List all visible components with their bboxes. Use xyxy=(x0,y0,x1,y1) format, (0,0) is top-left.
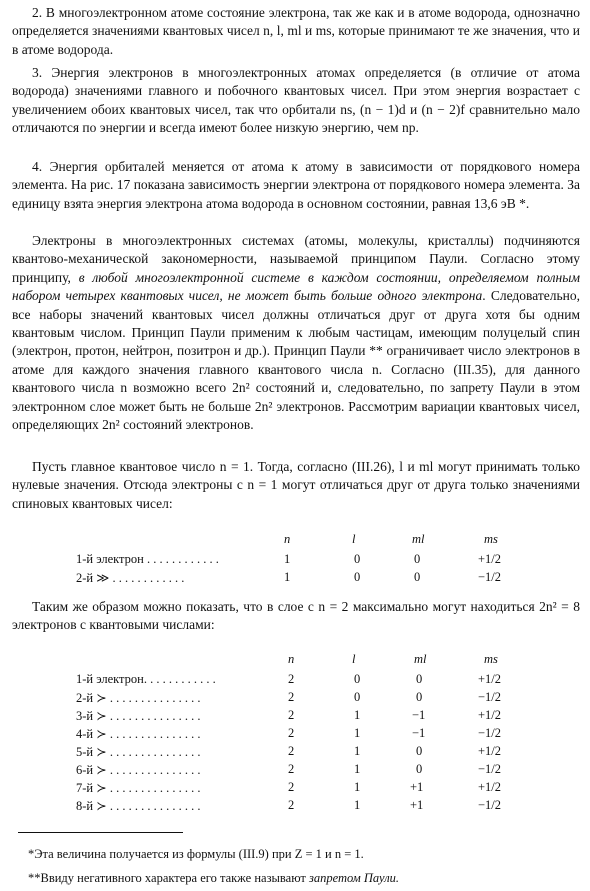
paragraph-2: 2. В многоэлектронном атоме состояние электрона, так же как и в атоме водорода, однозначно определяется значениями квантовых чисел n, l, ml и ms, которые принимают те же значения, что и в атоме водорода. xyxy=(12,5,580,57)
header-ml: ml xyxy=(414,652,427,666)
pauli-text-c: . Следовательно, все наборы значений квантовых чисел должны отличаться друг от друга хотя бы одним квантовым числом. Принцип Паули применим к любым частицам, имеющим полуцелый спин (электрон, протон, нейтрон, позитрон и др.). Принцип Паули ** ограничивает число электронов в атоме для каждого значения главного квантового числа n. Согласно (III.35), для данного квантового числа n возможно всего 2n² состояний и, следовательно, по запрету Паули в этом электронном слое может быть не больше 2n² электронов. Рассмотрим вариации квантовых чисел, определяющих 2n² состояний электронов. xyxy=(12,288,581,433)
header-n: n xyxy=(288,652,295,666)
quantum-table-n1: n l ml ms 1-й электрон . . . . . . . . . . . . 1 0 0 +1/2 2-й ≫ . . . . . . . . . . . . 1 0 0 −1/2 xyxy=(76,532,502,585)
quantum-table-n2: n l ml ms 1-й электрон. . . . . . . . . . . . 2 0 0 +1/2 2-й ≻ . . . . . . . . . . . . . . . 2 0 0 −1/2 3-й ≻ . . . . . . . . . . . . . . . 2 1 −1 +1/2 4-й ≻ . . . . . . . . . . . . . . . 2 1 −1 −1/2 5-й ≻ . . . . . . . . . . . . . . . 2 1 0 +1/2 6-й ≻ . . . . . . . . . . . . . . . 2 1 0 −1/2 7-й ≻ . . . . . . . . . . . . . . . 2 1 +1 +1/2 8-й ≻ . . . . . . . . . . . . . . . 2 1 +1 −1/2 xyxy=(76,652,502,813)
header-l: l xyxy=(352,532,356,546)
footnote-2-emph: запретом Паули. xyxy=(308,871,400,885)
footnote-2 xyxy=(28,870,399,886)
header-ms: ms xyxy=(484,532,498,546)
n1-paragraph: Пусть главное квантовое число n = 1. Тогда, согласно (III.26), l и ml могут принимать только нулевые значения. Отсюда электроны с n = 1 могут отличаться друг от друга только значениями спиновых квантовых чисел: xyxy=(12,459,580,511)
header-ms: ms xyxy=(484,652,498,666)
paragraph-3: 3. Энергия электронов в многоэлектронных атомах определяется (в отличие от атома водорода) значениями главного и побочного квантовых чисел. При этом энергия возрастает с увеличением обоих квантовых чисел, так что орбитали ns, (n − 1)d и (n − 2)f сравнительно мало отличаются по энергии и всегда имеют более низкую энергию, чем np. xyxy=(12,65,580,136)
pauli-paragraph xyxy=(12,232,580,434)
n2-paragraph: Таким же образом можно показать, что в слое с n = 2 максимально могут находиться 2n² = 8 электронов с квантовыми числами: xyxy=(12,599,580,633)
header-n: n xyxy=(284,532,291,546)
footnote-divider xyxy=(18,832,183,833)
footnote-1: *Эта величина получается из формулы (III.9) при Z = 1 и n = 1. xyxy=(28,847,364,861)
pauli-principle-statement: в любой многоэлектронной системе в каждом состоянии, определяемом полным набором четырех квантовых чисел, не может быть больше одного электрона xyxy=(12,269,580,304)
footnote-2-text: **Ввиду негативного характера его также называют xyxy=(28,871,309,885)
pauli-text-a: Электроны в многоэлектронных системах (атомы, молекулы, кристаллы) подчиняются квантово-механической закономерности, называемой принципом Паули. Согласно этому принципу, xyxy=(12,233,580,285)
header-l: l xyxy=(352,652,356,666)
paragraph-4: 4. Энергия орбиталей меняется от атома к атому в зависимости от порядкового номера элемента. На рис. 17 показана зависимость энергии электрона от порядкового номера элемента. За единицу взята энергия электрона атома водорода в основном состоянии, равная 13,6 эВ *. xyxy=(12,159,580,211)
header-ml: ml xyxy=(412,532,425,546)
